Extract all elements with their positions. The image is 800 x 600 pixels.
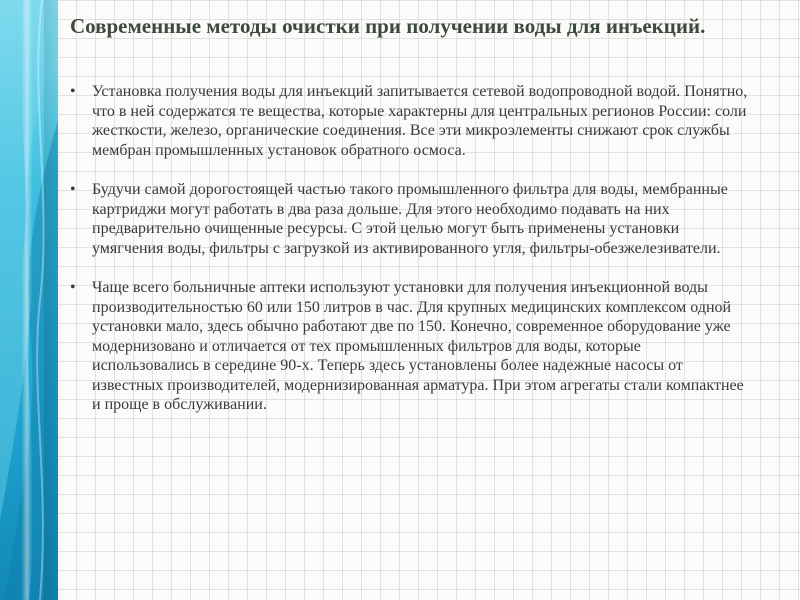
slide-title: Современные методы очистки при получении воды для инъекций.: [70, 14, 706, 38]
bullet-list: [70, 82, 750, 435]
bullet-item: [70, 82, 750, 160]
bullet-marker: •: [70, 83, 76, 100]
bullet-item: [70, 278, 750, 415]
bullet-item: [70, 180, 750, 258]
bullet-marker: •: [70, 279, 76, 296]
band-shadow: [44, 0, 62, 600]
bullet-text: Будучи самой дорогостоящей частью такого промышленного фильтра для воды, мембранные картриджи могут работать в два раза дольше. Для этого необходимо подавать на них предварительно очищенные ресурсы. С этой целью могут быть применены установки умягчения воды, фильтры с загрузкой из активированного угля, фильтры-обезжелезиватели.: [92, 181, 728, 257]
bullet-marker: •: [70, 181, 76, 198]
bullet-text: Чаще всего больничные аптеки используют установки для получения инъекционной воды производительностью 60 или 150 литров в час. Для крупных медицинских комплексом одной установки мало, здесь обычно работают две по 150. Конечно, современное оборудование уже модернизовано и отличается от тех промышленных фильтров для воды, которые использовались в середине 90-х. Теперь здесь установлены более надежные насосы от известных производителей, модернизированная арматура. При этом агрегаты стали компактнее и проще в обслуживании.: [92, 279, 744, 413]
bullet-text: Установка получения воды для инъекций запитывается сетевой водопроводной водой. Понятно, что в ней содержатся те вещества, которые характерны для центральных регионов России: соли жесткости, железо, органические соединения. Все эти микроэлементы снижают срок службы мембран промышленных установок обратного осмоса.: [92, 83, 748, 159]
